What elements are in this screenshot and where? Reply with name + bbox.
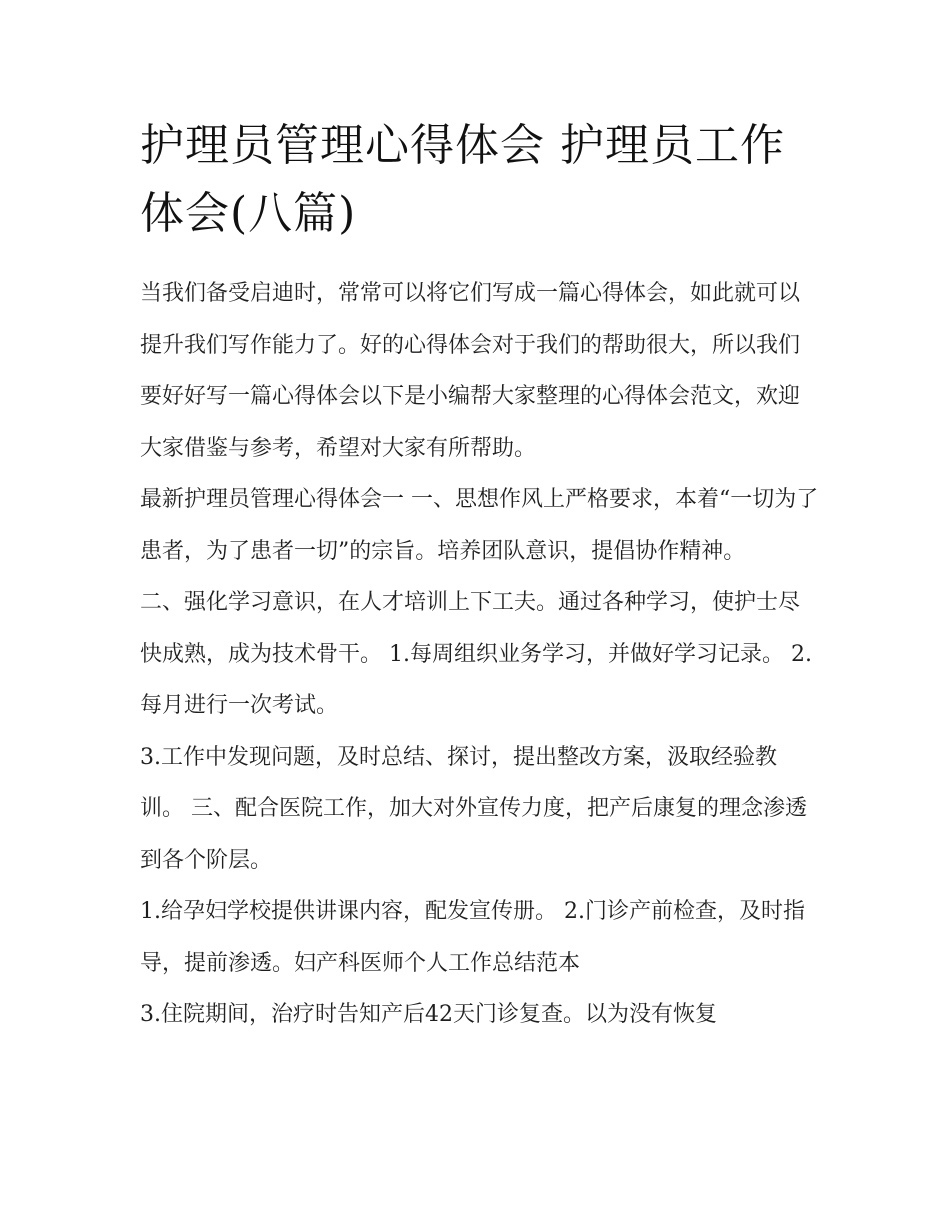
paragraph-item-three-hospital: 3.住院期间，治疗时告知产后42天门诊复查。以为没有恢复	[140, 1002, 717, 1027]
document-body	[140, 112, 820, 1041]
document-title: 护理员管理心得体会 护理员工作体会(八篇)	[140, 120, 785, 239]
paragraph-item-one-two: 1.给孕妇学校提供讲课内容，配发宣传册。 2.门诊产前检查，及时指导，提前渗透。妇产科医师个人工作总结范本	[140, 899, 805, 976]
paragraph-item-three: 3.工作中发现问题，及时总结、探讨，提出整改方案，汲取经验教训。 三、配合医院工作，加大对外宣传力度，把产后康复的理念渗透到各个阶层。	[140, 744, 807, 873]
paragraph-section-one: 最新护理员管理心得体会一 一、思想作风上严格要求，本着“一切为了患者，为了患者一切”的宗旨。培养团队意识，提倡协作精神。	[140, 487, 819, 564]
paragraph-section-two: 二、强化学习意识，在人才培训上下工夫。通过各种学习，使护士尽快成熟，成为技术骨干。 1.每周组织业务学习，并做好学习记录。 2.每月进行一次考试。	[140, 590, 812, 718]
paragraph-intro: 当我们备受启迪时，常常可以将它们写成一篇心得体会，如此就可以提升我们写作能力了。好的心得体会对于我们的帮助很大，所以我们要好好写一篇心得体会以下是小编帮大家整理的心得体会范文，欢迎大家借鉴与参考，希望对大家有所帮助。	[140, 281, 801, 461]
